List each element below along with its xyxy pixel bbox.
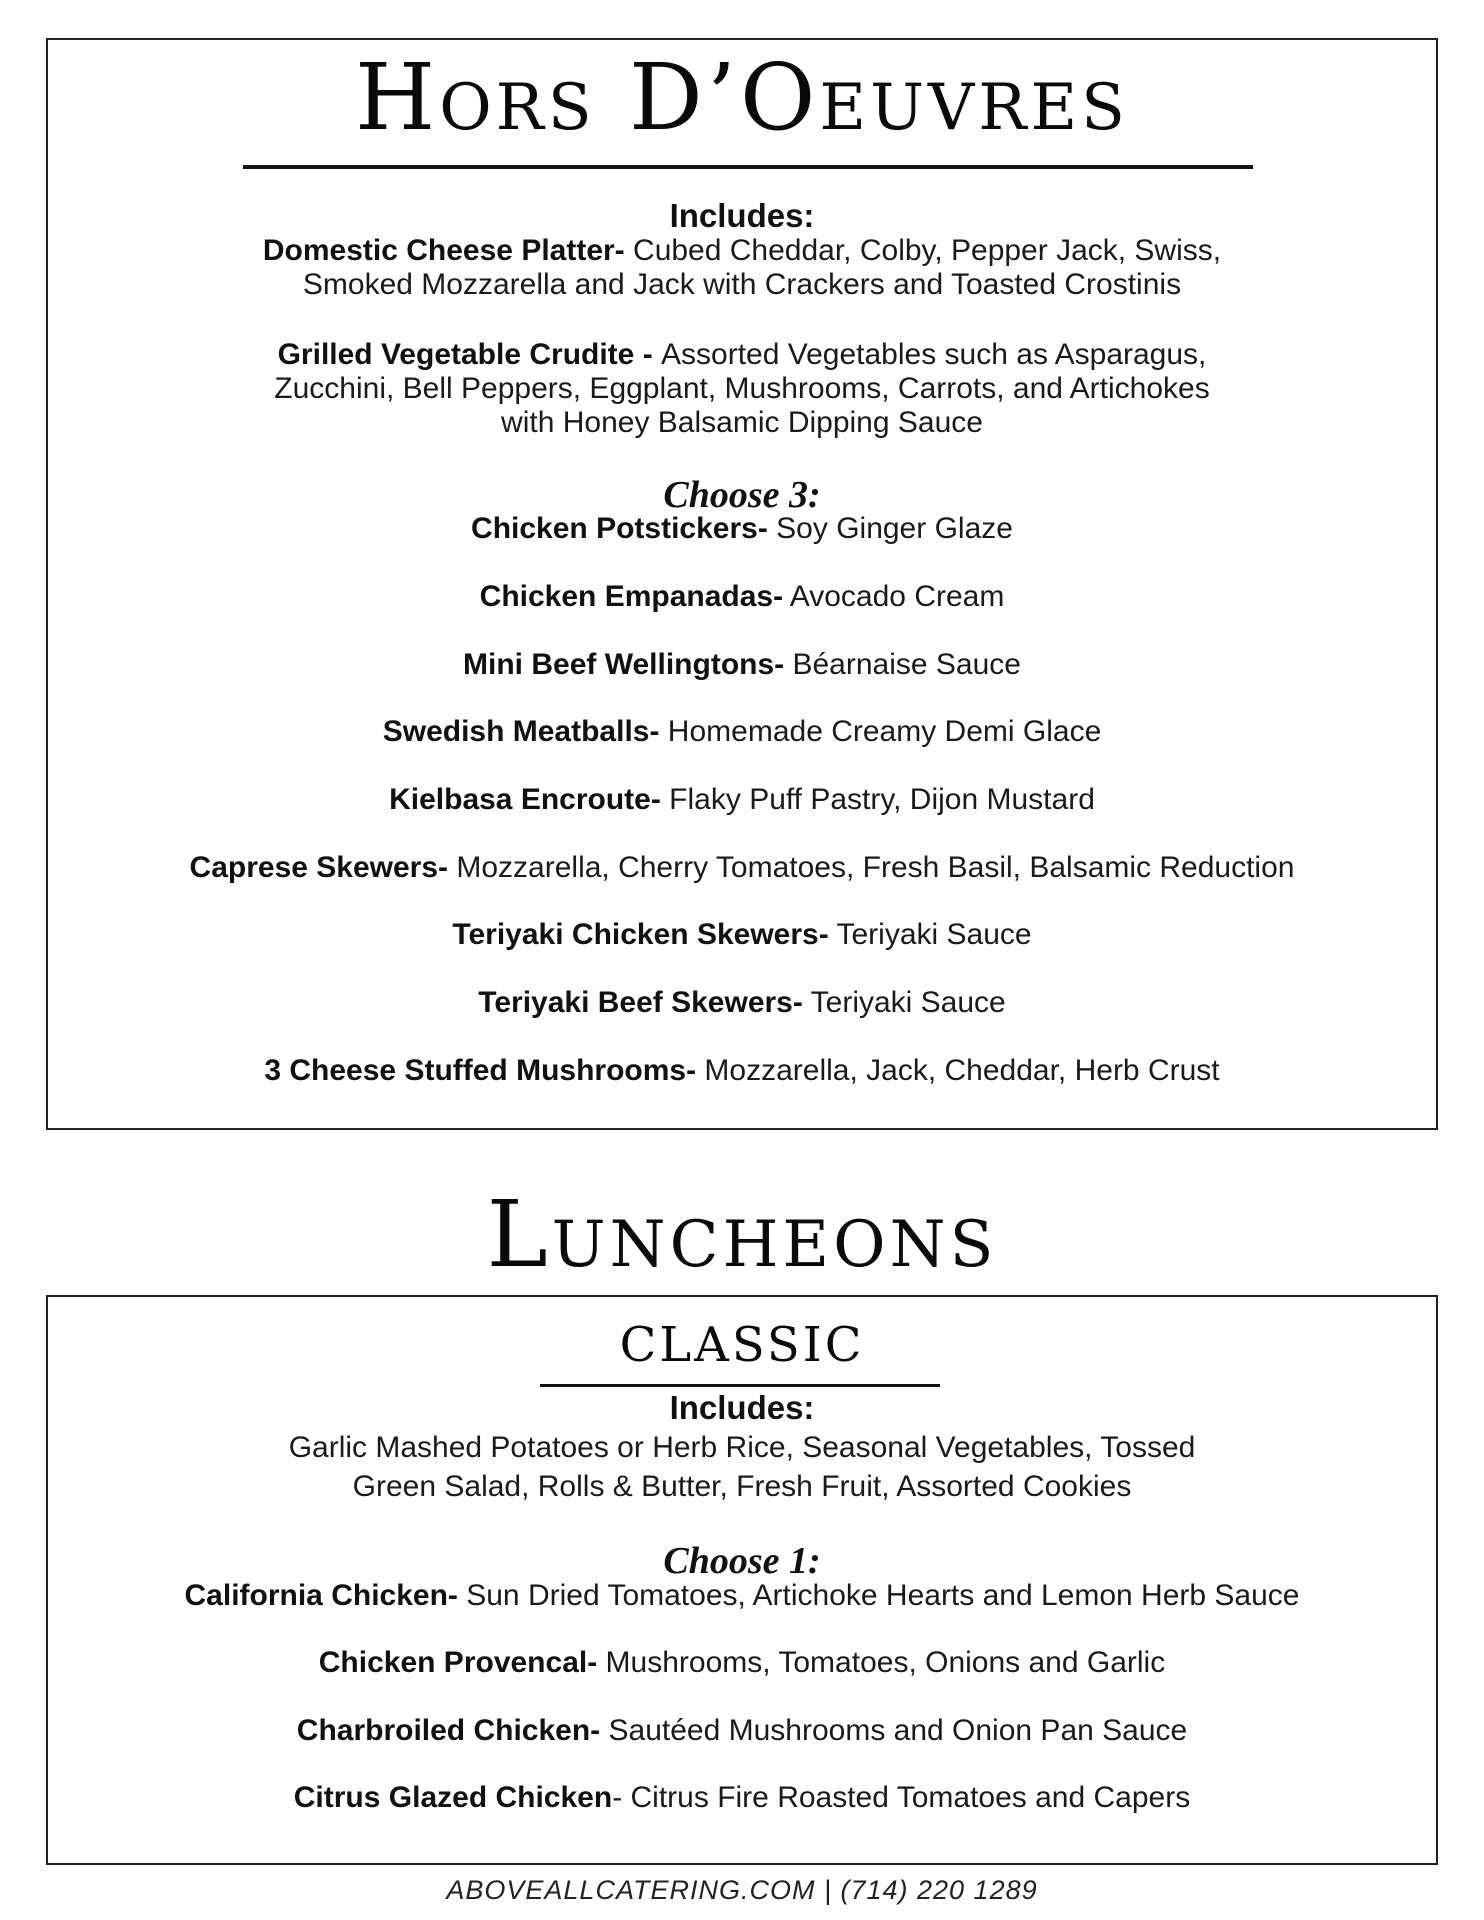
menu-item	[48, 648, 1436, 682]
menu-item	[48, 851, 1436, 885]
hors-doeuvres-section	[46, 38, 1438, 1130]
menu-item	[48, 580, 1436, 614]
item-description: Sun Dried Tomatoes, Artichoke Hearts and Lemon Herb Sauce	[457, 1579, 1300, 1612]
menu-item	[48, 1054, 1436, 1088]
item-description: Cubed Cheddar, Colby, Pepper Jack, Swiss,	[624, 234, 1222, 267]
item-description: Assorted Vegetables such as Asparagus,	[661, 338, 1207, 371]
item-name: Domestic Cheese Platter-	[262, 234, 625, 267]
item-name: Charbroiled Chicken-	[296, 1714, 601, 1747]
item-name: Chicken Potstickers-	[471, 512, 768, 545]
item-name: 3 Cheese Stuffed Mushrooms-	[264, 1054, 697, 1087]
item-description: Mozzarella, Jack, Cheddar, Herb Crust	[696, 1054, 1220, 1087]
menu-item	[48, 1714, 1436, 1748]
choose-heading: Choose 1:	[663, 1540, 821, 1582]
menu-item	[48, 512, 1436, 546]
item-description: Mushrooms, Tomatoes, Onions and Garlic	[597, 1646, 1166, 1679]
subtitle-underline	[540, 1384, 940, 1387]
includes-line: Garlic Mashed Potatoes or Herb Rice, Seasonal Vegetables, Tossed	[288, 1431, 1196, 1464]
menu-item	[48, 1579, 1436, 1613]
item-name: Teriyaki Chicken Skewers-	[452, 918, 829, 951]
classic-subtitle: CLASSIC	[619, 1317, 865, 1373]
menu-item	[48, 918, 1436, 952]
item-name: Chicken Provencal-	[318, 1646, 598, 1679]
item-description: Homemade Creamy Demi Glace	[659, 715, 1102, 748]
menu-item	[48, 1781, 1436, 1815]
luncheons-section	[46, 1295, 1438, 1865]
item-description-line: with Honey Balsamic Dipping Sauce	[501, 406, 983, 439]
item-description-line: Zucchini, Bell Peppers, Eggplant, Mushrooms, Carrots, and Artichokes	[274, 372, 1210, 405]
item-description-line: Smoked Mozzarella and Jack with Crackers and Toasted Crostinis	[302, 268, 1182, 301]
item-name: Kielbasa Encroute-	[389, 783, 661, 816]
item-description: Mozzarella, Cherry Tomatoes, Fresh Basil, Balsamic Reduction	[448, 851, 1295, 884]
item-name: Citrus Glazed Chicken	[293, 1781, 613, 1814]
menu-item	[48, 715, 1436, 749]
menu-item	[48, 234, 1436, 268]
item-description: Sautéed Mushrooms and Onion Pan Sauce	[600, 1714, 1188, 1747]
item-description: Flaky Puff Pastry, Dijon Mustard	[660, 783, 1095, 816]
title-underline	[243, 165, 1253, 169]
menu-item	[48, 783, 1436, 817]
item-name: Grilled Vegetable Crudite -	[277, 338, 662, 371]
item-description: Béarnaise Sauce	[784, 648, 1021, 681]
menu-item	[48, 986, 1436, 1020]
item-description: - Citrus Fire Roasted Tomatoes and Capers	[612, 1781, 1191, 1814]
footer-contact: ABOVEALLCATERING.COM | (714) 220 1289	[446, 1875, 1038, 1905]
includes-line: Green Salad, Rolls & Butter, Fresh Fruit, Assorted Cookies	[352, 1470, 1132, 1503]
item-name: Teriyaki Beef Skewers-	[478, 986, 803, 1019]
menu-item	[48, 338, 1436, 372]
item-name: Mini Beef Wellingtons-	[463, 648, 785, 681]
luncheons-title: Luncheons	[486, 1181, 998, 1288]
item-description: Teriyaki Sauce	[802, 986, 1006, 1019]
choose-heading: Choose 3:	[663, 474, 821, 516]
item-name: Swedish Meatballs-	[382, 715, 660, 748]
item-name: California Chicken-	[184, 1579, 458, 1612]
includes-heading: Includes:	[669, 197, 815, 234]
hors-doeuvres-title: Hors D’Oeuvres	[354, 44, 1130, 151]
item-description: Soy Ginger Glaze	[767, 512, 1013, 545]
menu-item	[48, 1646, 1436, 1680]
item-name: Caprese Skewers-	[189, 851, 449, 884]
item-description: Teriyaki Sauce	[828, 918, 1032, 951]
item-name: Chicken Empanadas-	[479, 580, 784, 613]
includes-heading: Includes:	[669, 1389, 815, 1426]
item-description: Avocado Cream	[783, 580, 1005, 613]
